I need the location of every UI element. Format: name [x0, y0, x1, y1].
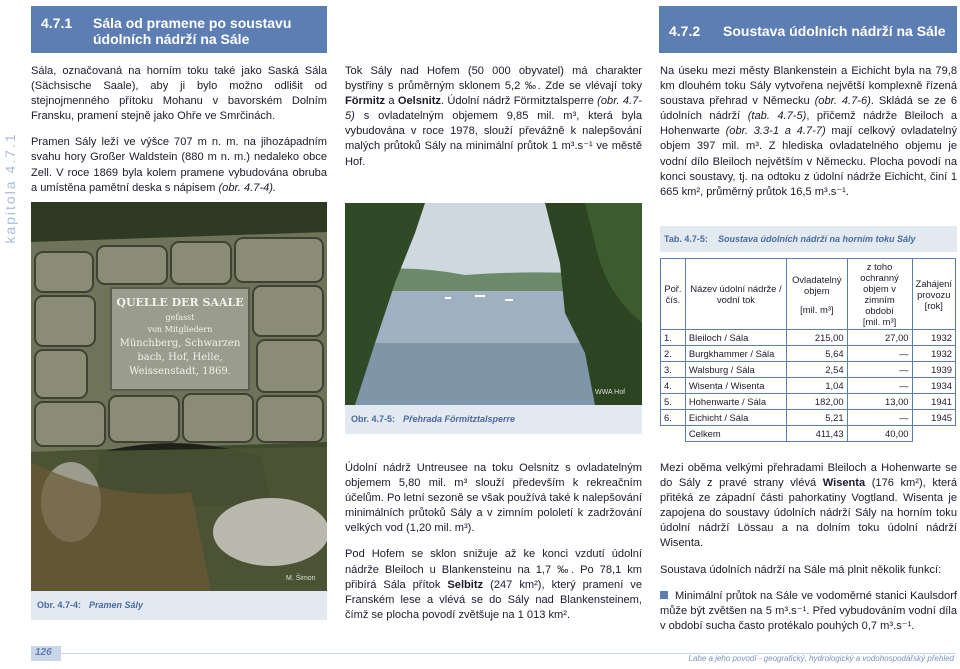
- cell-protection: —: [847, 362, 912, 378]
- section-number: 4.7.2: [669, 23, 701, 39]
- cell-order: 4.: [661, 378, 686, 394]
- cell-volume: 215,00: [787, 330, 848, 346]
- text-run: (247 km²), který pramení ve Franském lese a vlévá se do Sály nad Blankensteinem, čímž se plocha povodí zvětšuje na 1 013 km².: [345, 578, 643, 621]
- cell-year: 1945: [912, 410, 955, 426]
- text-run: , přičemž nádrže Bleiloch a Hohenwarte: [660, 110, 957, 138]
- figure-reference: (obr. 4.7-5): [345, 95, 642, 123]
- cell-year: 1934: [912, 378, 955, 394]
- text-run: s ovladatelným objemem 9,85 mil. m³, která byla vybudována v roce 1978, slouží převážně k nalepšování malých průtoků Sály na minimální průtok 1 m³.s⁻¹ ve městě Hof.: [345, 110, 642, 168]
- bullet-icon: [660, 591, 668, 599]
- photo-credit: WWA Hof: [595, 389, 626, 396]
- plaque-line: gefasst: [165, 313, 195, 322]
- figure-reference: (obr. 4.7-4).: [218, 181, 277, 194]
- cell-volume: 1,04: [787, 378, 848, 394]
- paragraph: [31, 135, 327, 195]
- figure-title: Přehrada Förmitztalsperre: [403, 414, 516, 424]
- table-caption-4-7-5: [660, 226, 957, 252]
- section-number: 4.7.1: [41, 15, 73, 31]
- river-name: Wisenta: [822, 477, 866, 490]
- cell-volume: 5,64: [787, 346, 848, 362]
- cell-empty: [661, 426, 686, 442]
- header-protection-unit: [mil. m³]: [862, 316, 897, 327]
- text-run: Mezi oběma velkými přehradami Bleiloch a Hohenwarte se do Sály z pravé strany vlévá: [660, 462, 957, 490]
- header-name: Název údolní nádrže / vodní tok: [685, 259, 786, 330]
- figure-reference: (obr. 3.3-1 a 4.7-7): [725, 125, 826, 138]
- section-title: Soustava údolních nádrží na Sále: [723, 23, 946, 39]
- bullet-paragraph: [660, 589, 957, 634]
- cell-total-protection: 40,00: [847, 426, 912, 442]
- cell-volume: 2,54: [787, 362, 848, 378]
- cell-volume: 5,21: [787, 410, 848, 426]
- header-protection-label: z toho ochranný objem v zimním období: [860, 261, 899, 316]
- cell-protection: —: [847, 378, 912, 394]
- figure-caption-4-7-4: [31, 591, 327, 620]
- cell-total-label: Celkem: [685, 426, 786, 442]
- plaque-line: QUELLE DER SAALE: [116, 296, 244, 309]
- paragraph: [660, 64, 957, 200]
- header-volume: [787, 259, 848, 330]
- table-title: Soustava údolních nádrží na horním toku Sály: [718, 234, 916, 244]
- cell-name: Eichicht / Sála: [685, 410, 786, 426]
- photo-credit: M. Šimon: [286, 575, 316, 582]
- text-run: Pramen Sály leží ve výšce 707 m n. m. na jihozápadním svahu hory Großer Waldstein (880 m n. m.) nedaleko obce Zell. V roce 1869 byla kolem pramene vybudována obruba a umístěna pamětní deska s nápisem: [31, 136, 327, 194]
- cell-total-volume: 411,43: [787, 426, 848, 442]
- page-number-box: [31, 646, 61, 661]
- column-1-text: [31, 64, 327, 207]
- chapter-side-label-text: kapitola 4.7.1: [2, 132, 18, 244]
- table-total-row: [661, 426, 956, 442]
- table-row: [661, 330, 956, 346]
- text-run: mají celkový ovladatelný objem 397 mil. m³. Z hlediska ovladatelného objemu je vodní dílo Bleiloch největším v Německu. Plocha povodí na konci soustavy, tj. na odtoku z údolní nádrže Eichicht, činí 1 665 km², průměrný průtok 16,5 m³.s⁻¹.: [660, 125, 957, 198]
- table-label: Tab. 4.7-5:: [664, 234, 708, 244]
- footer-text: Labe a jeho povodí - geografický, hydrologický a vodohospodářský přehled: [688, 654, 954, 663]
- reservoir-table: [660, 258, 956, 442]
- figure-label: Obr. 4.7-5:: [351, 414, 396, 424]
- column-3-text-bottom: [660, 461, 957, 645]
- table-reference: (tab. 4.7-5): [747, 110, 807, 123]
- paragraph: [345, 64, 642, 170]
- cell-order: 5.: [661, 394, 686, 410]
- section-title: [93, 15, 291, 47]
- paragraph: Údolní nádrž Untreusee na toku Oelsnitz s ovladatelným objemem 5,80 mil. m³ slouží především k rekreačním účelům. Po letní sezoně se však používá také k nalepšování minimálních průtoků Sály a v zimním pololetí k zadržování velkých vod (1,20 mil. m³).: [345, 462, 642, 535]
- cell-order: 3.: [661, 362, 686, 378]
- reservoir-photo-image: [345, 203, 642, 405]
- reservoir-photo: [345, 203, 642, 405]
- cell-volume: 182,00: [787, 394, 848, 410]
- plaque-line: Münchberg, Schwarzen: [119, 338, 241, 349]
- paragraph: [345, 547, 642, 622]
- plaque-line: Weissenstadt, 1869.: [129, 366, 231, 377]
- figure-title: Pramen Sály: [89, 600, 144, 610]
- river-name: Förmitz: [345, 95, 386, 108]
- cell-order: 1.: [661, 330, 686, 346]
- spring-photo-image: [31, 202, 327, 591]
- cell-protection: 13,00: [847, 394, 912, 410]
- cell-year: 1932: [912, 330, 955, 346]
- table-header-row: [661, 259, 956, 330]
- section-header-4-7-2: [659, 6, 957, 53]
- text-run: . Skládá se ze 6 údolních nádrží: [660, 95, 958, 123]
- section-header-4-7-1: [31, 6, 327, 53]
- cell-order: 2.: [661, 346, 686, 362]
- page-footer: [0, 640, 960, 669]
- figure-label: Obr. 4.7-4:: [37, 600, 82, 610]
- cell-year: 1932: [912, 346, 955, 362]
- river-name: Selbitz: [447, 578, 484, 591]
- header-year: Zahájení provozu [rok]: [912, 259, 955, 330]
- page-number: 126: [35, 647, 52, 658]
- table-row: [661, 378, 956, 394]
- paragraph: Sála, označovaná na horním toku také jako Saská Sála (Sächsische Saale), aby ji bylo možno odlišit od stejnojmenného přítoku Mohanu v bavorském Dolním Fransku, pramení stejně jako Ohře ve Smrčinách.: [31, 65, 327, 123]
- text-run: Tok Sály nad Hofem (50 000 obyvatel) má charakter bystřiny s průměrným sklonem 5,2 ‰. Zde se vlévají toky: [345, 65, 642, 93]
- column-2-text-top: [345, 64, 642, 181]
- table-row: [661, 394, 956, 410]
- cell-empty: [912, 426, 955, 442]
- column-3-text-top: [660, 64, 957, 211]
- cell-order: 6.: [661, 410, 686, 426]
- table-row: [661, 410, 956, 426]
- header-order: Poř. čís.: [661, 259, 686, 330]
- plaque-line: von Mitgliedern: [147, 325, 213, 334]
- cell-name: Wisenta / Wisenta: [685, 378, 786, 394]
- cell-name: Walsburg / Sála: [685, 362, 786, 378]
- cell-name: Burgkhammer / Sála: [685, 346, 786, 362]
- text-run: Minimální průtok na Sále ve vodoměrné stanici Kaulsdorf může být zvětšen na 5 m³.s⁻¹. Před vybudováním vodní díla v období sucha často protékalo pouhých 0,7 m³.s⁻¹.: [660, 589, 957, 632]
- text-run: Na úseku mezi městy Blankenstein a Eichicht byla na 79,8 km dlouhém toku Sály vytvořena největší komplexně řízená soustava přehrad v Německu: [660, 65, 957, 108]
- figure-caption-4-7-5: [345, 405, 642, 434]
- cell-protection: 27,00: [847, 330, 912, 346]
- cell-name: Bleiloch / Sála: [685, 330, 786, 346]
- text-run: a: [385, 95, 398, 108]
- text-run: . Údolní nádrž Förmitztalsperre: [440, 95, 598, 108]
- paragraph: [660, 461, 957, 552]
- plaque-line: bach, Hof, Helle,: [137, 352, 223, 363]
- cell-year: 1939: [912, 362, 955, 378]
- table-row: [661, 346, 956, 362]
- paragraph: Soustava údolních nádrží na Sále má plnit několik funkcí:: [660, 563, 942, 576]
- chapter-side-label: [0, 60, 18, 300]
- river-name: Oelsnitz: [397, 95, 441, 108]
- spring-photo: [31, 202, 327, 591]
- header-volume-unit: [mil. m³]: [800, 303, 834, 315]
- cell-protection: —: [847, 410, 912, 426]
- cell-name: Hohenwarte / Sála: [685, 394, 786, 410]
- figure-reference: (obr. 4.7-6): [814, 95, 871, 108]
- header-volume-label: Ovladatelný objem: [792, 273, 842, 296]
- text-run: Pod Hofem se sklon snižuje až ke konci vzdutí údolní nádrže Bleiloch u Blankensteinu na 1,7 ‰. Po 78,1 km přibírá Sála přítok: [345, 548, 642, 591]
- text-run: (176 km²), která přitéká ze západní části pahorkatiny Vogtland. Wisenta je zapojena do soustavy údolních nádrží Sály na horním toku údolní nádrží Lössau a na dolním toku údolní nádrží Wisenta.: [660, 477, 957, 550]
- section-title-line1: Sála od pramene po soustavu: [93, 15, 292, 31]
- header-protection: [847, 259, 912, 330]
- cell-protection: —: [847, 346, 912, 362]
- table-row: [661, 362, 956, 378]
- column-2-text-bottom: [345, 461, 642, 634]
- section-title-line2: údolních nádrží na Sále: [93, 31, 250, 47]
- cell-year: 1941: [912, 394, 955, 410]
